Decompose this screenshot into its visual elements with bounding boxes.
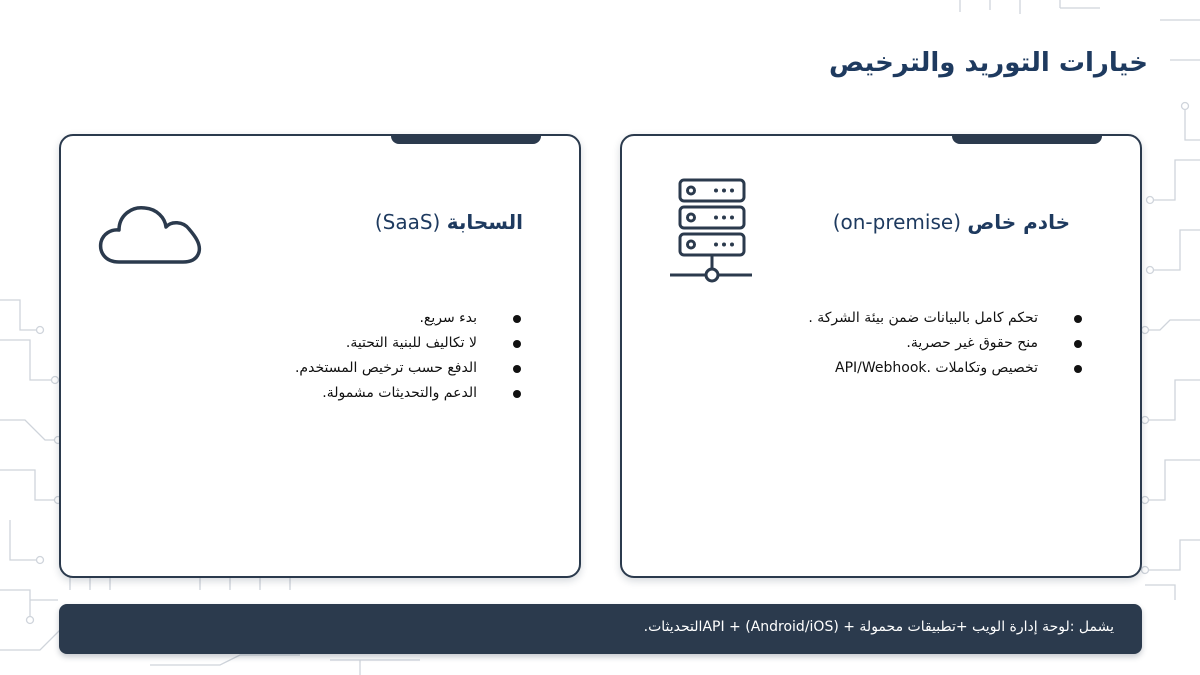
card-tab — [952, 134, 1102, 144]
bullet-dot-icon — [1074, 340, 1082, 348]
list-item-text: منح حقوق غير حصرية. — [906, 335, 1038, 351]
bullet-dot-icon — [513, 340, 521, 348]
cloud-icon — [95, 194, 205, 273]
bullet-dot-icon — [513, 390, 521, 398]
list-item — [295, 306, 523, 331]
footer-text: يشمل :لوحة إدارة الويب +تطبيقات محمولة + API + (Android/iOS)التحديثات. — [643, 619, 1114, 635]
card-tab — [391, 134, 541, 144]
card-title-paren: (on-premise) — [832, 210, 961, 234]
bullet-dot-icon — [1074, 315, 1082, 323]
list-item-text: لا تكاليف للبنية التحتية. — [345, 335, 477, 351]
server-icon — [666, 174, 756, 291]
bullet-dot-icon — [513, 315, 521, 323]
bullet-dot-icon — [513, 365, 521, 373]
list-item-text: تحكم كامل بالبيانات ضمن بيئة الشركة . — [808, 310, 1038, 326]
list-item — [295, 381, 523, 406]
card-title — [833, 210, 1070, 234]
list-item — [295, 331, 523, 356]
page-title: خيارات التوريد والترخيص — [828, 48, 1148, 78]
onprem-card — [620, 134, 1142, 578]
card-title — [375, 210, 523, 234]
list-item — [295, 356, 523, 381]
list-item-text: تخصيص وتكاملات .API/Webhook — [835, 360, 1038, 376]
list-item — [808, 306, 1084, 331]
list-item-text: بدء سريع. — [419, 310, 477, 326]
card-title-paren: (SaaS) — [374, 210, 441, 234]
list-item — [808, 356, 1084, 381]
card-title-main: خادم خاص — [967, 210, 1070, 234]
footer-bar — [59, 604, 1142, 654]
list-item — [808, 331, 1084, 356]
bullet-list — [295, 306, 523, 406]
cloud-card — [59, 134, 581, 578]
list-item-text: الدعم والتحديثات مشمولة. — [322, 385, 477, 401]
bullet-dot-icon — [1074, 365, 1082, 373]
bullet-list — [808, 306, 1084, 381]
card-title-main: السحابة — [446, 210, 523, 234]
list-item-text: الدفع حسب ترخيص المستخدم. — [294, 360, 477, 376]
